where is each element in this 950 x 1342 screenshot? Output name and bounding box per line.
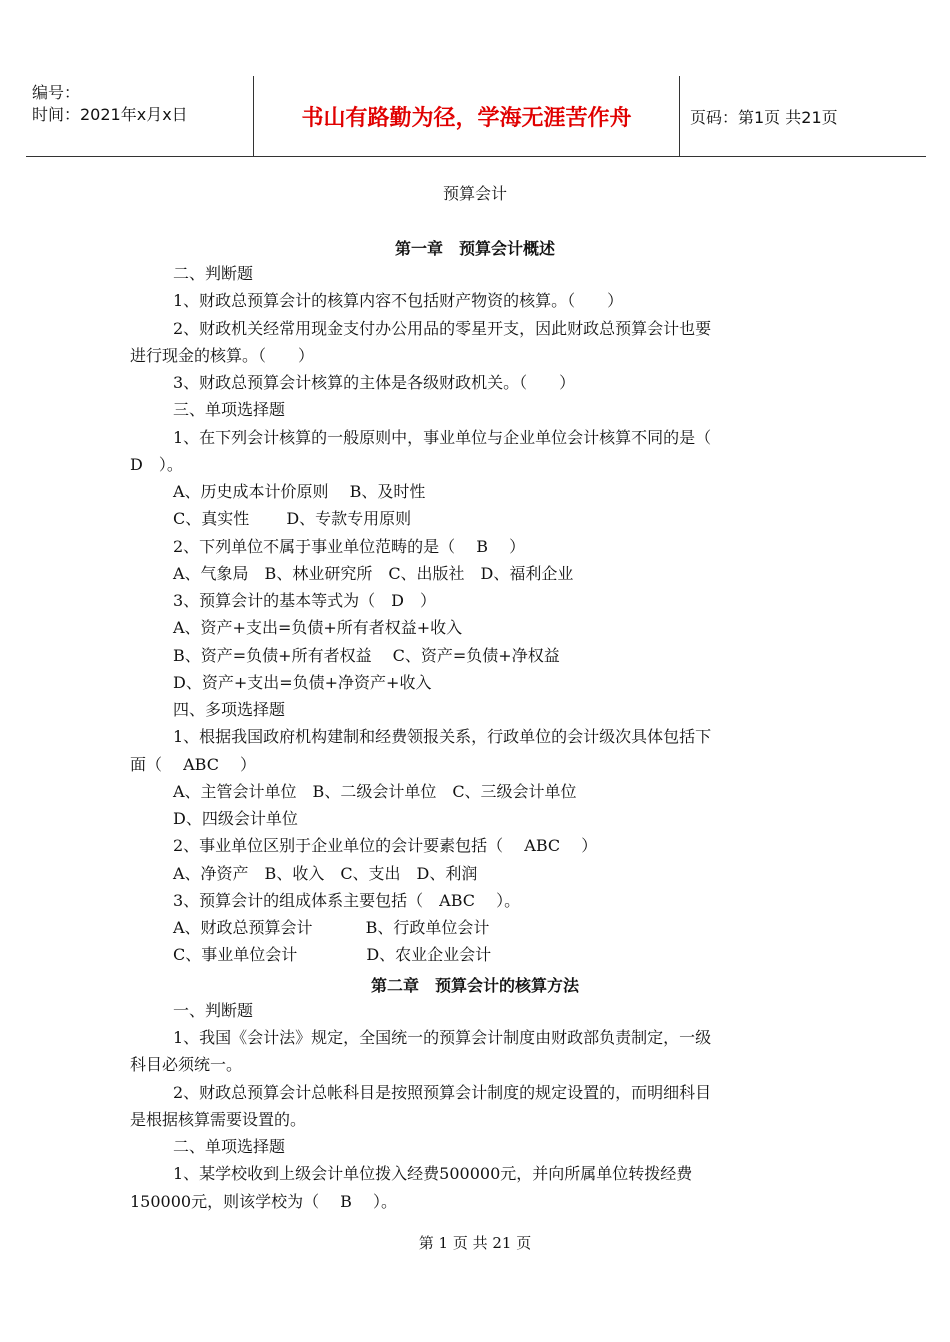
question-line: 2、财政机关经常用现金支付办公用品的零星开支，因此财政总预算会计也要: [173, 319, 712, 338]
section-heading: 二、单项选择题: [173, 1137, 286, 1156]
page-header: [26, 76, 926, 157]
chapter-1-heading: 第一章 预算会计概述: [394, 239, 555, 258]
question-line: 2、下列单位不属于事业单位范畴的是（ B ）: [173, 537, 526, 556]
question-line: 1、财政总预算会计的核算内容不包括财产物资的核算。（ ）: [173, 291, 624, 310]
option-line: C、事业单位会计 D、农业企业会计: [173, 945, 492, 964]
header-page-label: 页码：第1页 共21页: [690, 107, 838, 127]
option-line: C、真实性 D、专款专用原则: [173, 509, 412, 528]
question-line: 1、在下列会计核算的一般原则中，事业单位与企业单位会计核算不同的是（: [173, 428, 712, 447]
option-line: A、财政总预算会计 B、行政单位会计: [173, 918, 490, 937]
option-line: A、主管会计单位 B、二级会计单位 C、三级会计单位: [173, 782, 577, 801]
option-line: D、四级会计单位: [173, 809, 298, 828]
question-line: 面（ ABC ）: [130, 755, 257, 774]
header-meta: [26, 76, 252, 156]
option-line: A、历史成本计价原则 B、及时性: [173, 482, 426, 501]
document-title: 预算会计: [442, 184, 507, 203]
question-line: 1、某学校收到上级会计单位拨入经费500000元，并向所属单位转拨经费: [173, 1164, 693, 1183]
page-footer: 第 1 页 共 21 页: [418, 1234, 532, 1252]
section-heading: 一、判断题: [173, 1001, 254, 1020]
question-line: 是根据核算需要设置的。: [130, 1110, 307, 1129]
question-line: 1、根据我国政府机构建制和经费领报关系，行政单位的会计级次具体包括下: [173, 727, 712, 746]
question-line: 150000元，则该学校为（ B ）。: [130, 1192, 398, 1211]
question-line: 2、事业单位区别于企业单位的会计要素包括（ ABC ）: [173, 836, 598, 855]
question-line: D ）。: [130, 455, 183, 474]
section-heading: 二、判断题: [173, 264, 254, 283]
option-line: D、资产+支出=负债+净资产+收入: [173, 673, 432, 692]
time-label: 时间：2021年x月x日: [32, 105, 188, 124]
option-line: A、气象局 B、林业研究所 C、出版社 D、福利企业: [173, 564, 574, 583]
question-line: 进行现金的核算。（ ）: [130, 346, 315, 365]
question-line: 1、我国《会计法》规定，全国统一的预算会计制度由财政部负责制定，一级: [173, 1028, 712, 1047]
question-line: 科目必须统一。: [130, 1055, 243, 1074]
question-line: 2、财政总预算会计总帐科目是按照预算会计制度的规定设置的，而明细科目: [173, 1083, 712, 1102]
question-line: 3、预算会计的组成体系主要包括（ ABC ）。: [173, 891, 521, 910]
option-line: A、净资产 B、收入 C、支出 D、利润: [173, 864, 478, 883]
option-line: A、资产+支出=负债+所有者权益+收入: [173, 618, 463, 637]
question-line: 3、预算会计的基本等式为（ D ）: [173, 591, 437, 610]
header-motto: 书山有路勤为径，学海无涯苦作舟: [253, 76, 680, 156]
section-heading: 三、单项选择题: [173, 400, 286, 419]
number-label: 编号：: [32, 83, 81, 102]
section-heading: 四、多项选择题: [173, 700, 286, 719]
option-line: B、资产=负债+所有者权益 C、资产=负债+净权益: [173, 646, 560, 665]
chapter-2-heading: 第二章 预算会计的核算方法: [370, 976, 579, 995]
question-line: 3、财政总预算会计核算的主体是各级财政机关。（ ）: [173, 373, 576, 392]
